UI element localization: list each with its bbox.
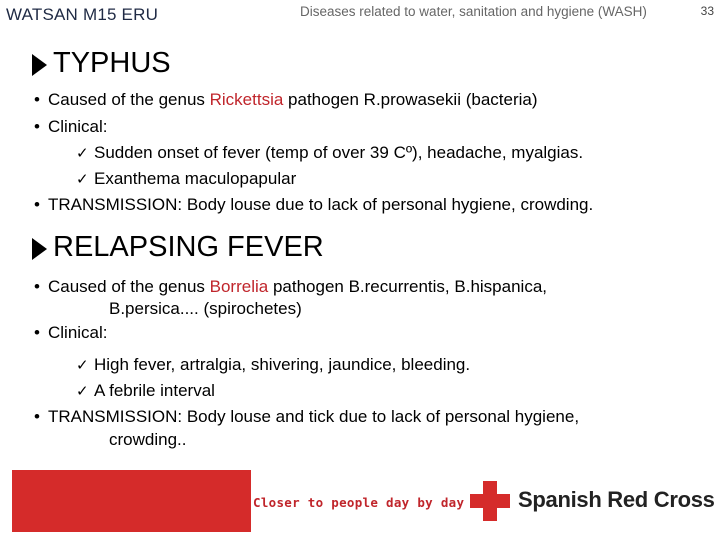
check-icon: ✓ xyxy=(76,171,89,188)
arrow-right-icon xyxy=(32,238,47,260)
section-title-relapsing-fever xyxy=(32,231,324,264)
genus-name: Rickettsia xyxy=(209,90,284,109)
typhus-cause: • Caused of the genus Rickettsia pathogen R.prowasekii (bacteria) xyxy=(34,90,538,109)
check-icon: ✓ xyxy=(76,383,89,400)
typhus-clinical-item: ✓ Exanthema maculopapular xyxy=(76,169,297,188)
arrow-right-icon xyxy=(32,54,47,76)
red-cross-icon xyxy=(470,481,510,521)
section-title-label: TYPHUS xyxy=(53,47,171,79)
bullet-icon: • xyxy=(34,277,40,296)
bullet-icon: • xyxy=(34,117,40,136)
course-title: WATSAN M15 ERU xyxy=(6,5,159,24)
relapsing-transmission-continued: crowding.. xyxy=(109,430,187,449)
typhus-clinical-item: ✓ Sudden onset of fever (temp of over 39 Cº), headache, myalgias. xyxy=(76,143,584,162)
brand-name: Spanish Red Cross xyxy=(518,487,715,512)
footer-tagline: Closer to people day by day xyxy=(253,495,465,510)
relapsing-cause: • Caused of the genus Borrelia pathogen B.recurrentis, B.hispanica, xyxy=(34,277,547,296)
relapsing-clinical-item: ✓ High fever, artralgia, shivering, jaundice, bleeding. xyxy=(76,355,471,374)
section-title-typhus xyxy=(32,47,171,80)
page-number: 33 xyxy=(700,4,714,18)
check-icon: ✓ xyxy=(76,357,89,374)
bullet-icon: • xyxy=(34,407,40,426)
relapsing-transmission: • TRANSMISSION: Body louse and tick due to lack of personal hygiene, xyxy=(34,407,580,426)
relapsing-clinical-item: ✓ A febrile interval xyxy=(76,381,215,400)
section-title-label: RELAPSING FEVER xyxy=(53,231,324,263)
bullet-icon: • xyxy=(34,323,40,342)
topic-title: Diseases related to water, sanitation and hygiene (WASH) xyxy=(300,4,647,19)
relapsing-cause-continued: B.persica.... (spirochetes) xyxy=(109,299,302,318)
typhus-transmission: • TRANSMISSION: Body louse due to lack of personal hygiene, crowding. xyxy=(34,195,594,214)
genus-name: Borrelia xyxy=(209,277,269,296)
typhus-clinical-label: • Clinical: xyxy=(34,117,108,136)
bullet-icon: • xyxy=(34,195,40,214)
bullet-icon: • xyxy=(34,90,40,109)
check-icon: ✓ xyxy=(76,145,89,162)
relapsing-clinical-label: • Clinical: xyxy=(34,323,108,342)
